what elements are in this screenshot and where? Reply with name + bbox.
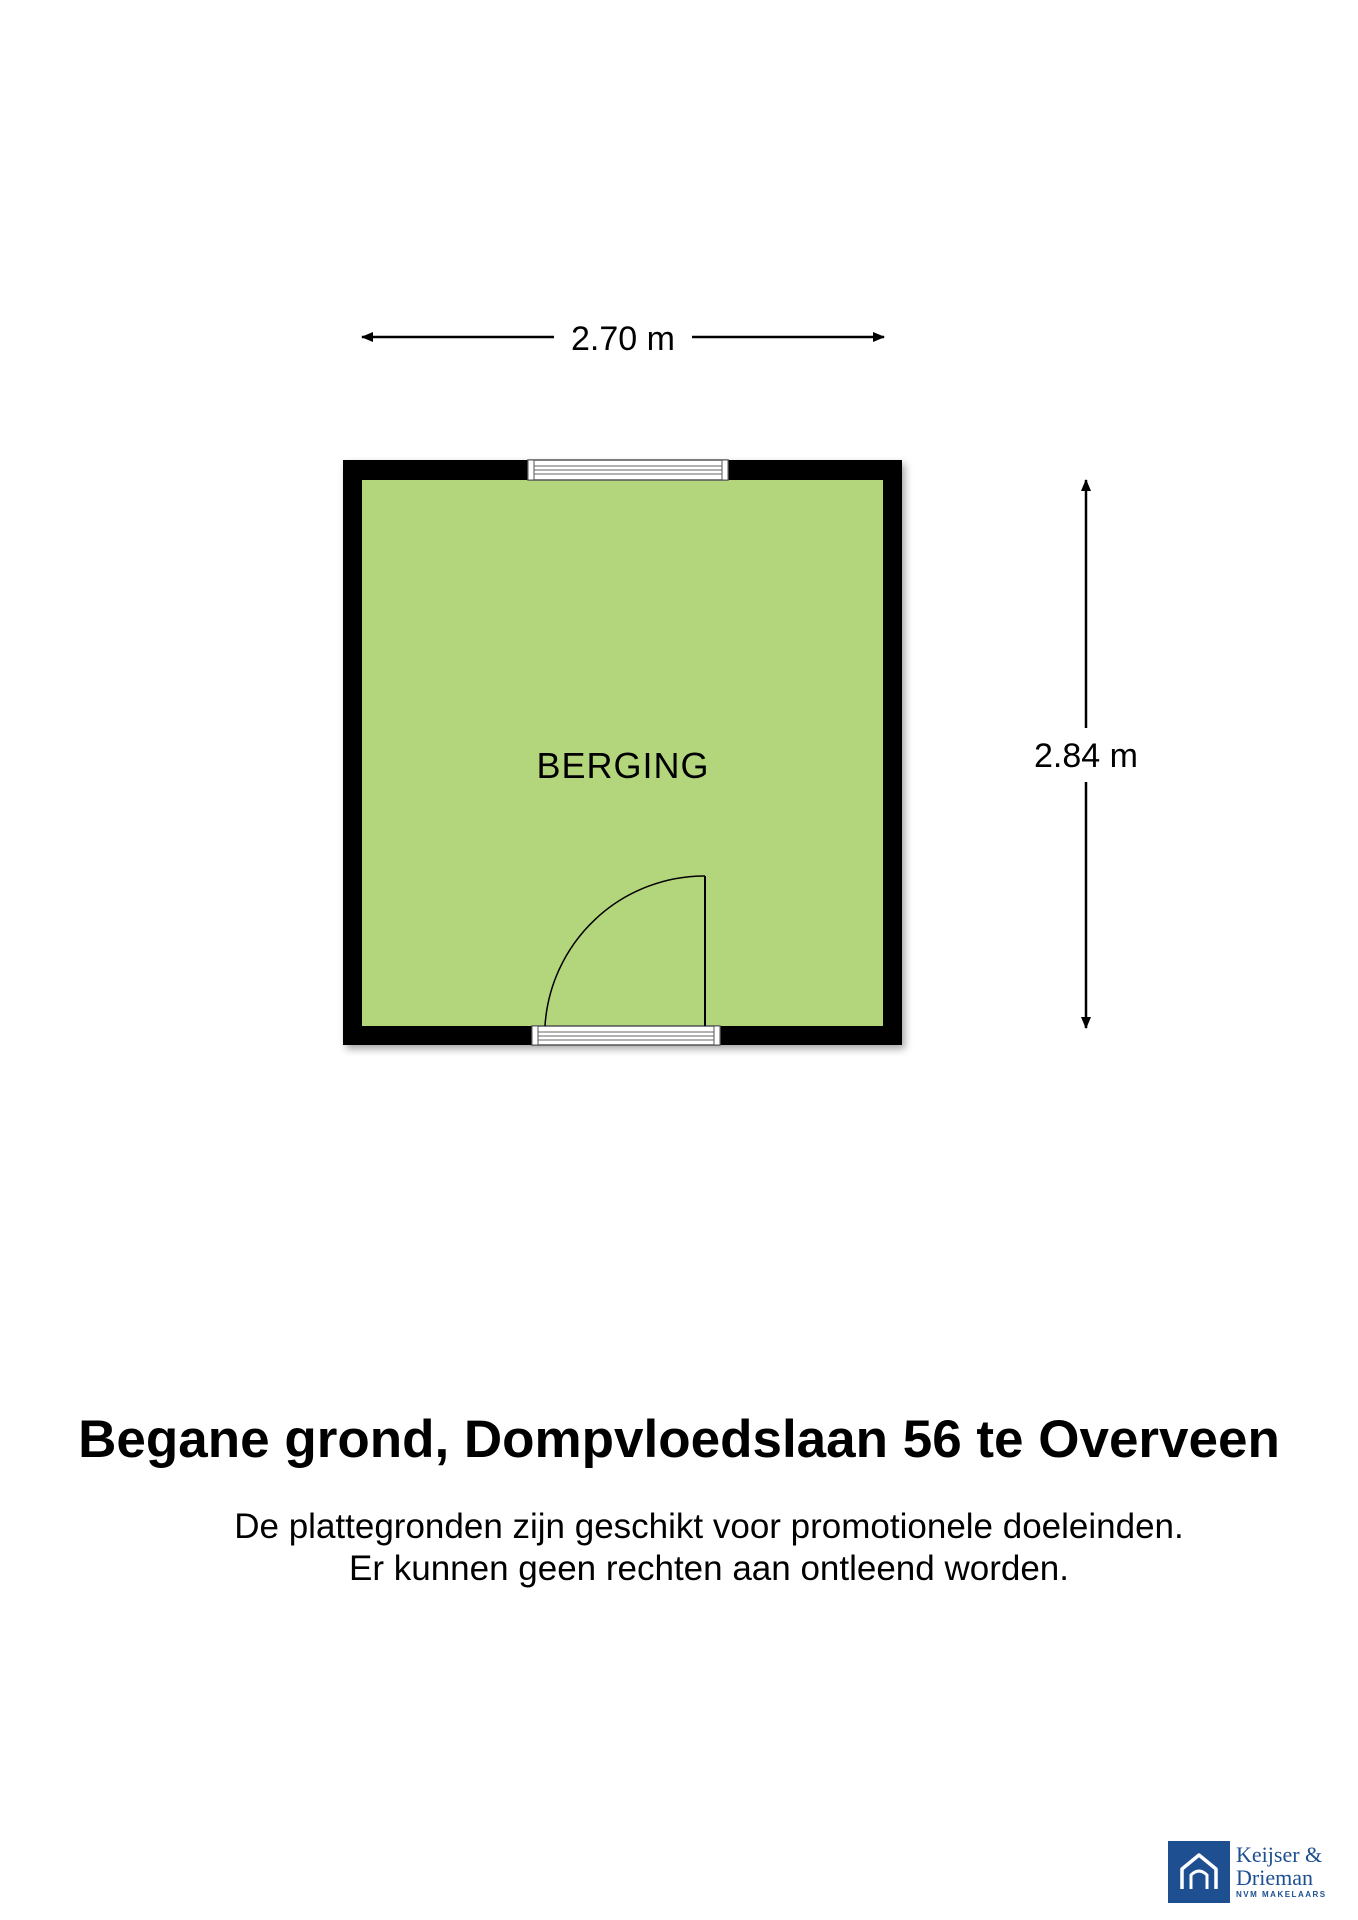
agency-tagline: NVM MAKELAARS [1236, 1890, 1327, 1899]
top-window [528, 460, 728, 480]
disclaimer [0, 1506, 1358, 1590]
disclaimer-line-1: De plattegronden zijn geschikt voor promotionele doeleinden. [234, 1507, 1184, 1546]
disclaimer-line-2: Er kunnen geen rechten aan ontleend worden. [349, 1549, 1069, 1588]
depth-dimension-label: 2.84 m [1034, 737, 1138, 775]
width-dimension [362, 320, 884, 358]
door-opening [532, 1026, 720, 1045]
depth-dimension [1034, 480, 1138, 1028]
agency-logo [1168, 1838, 1350, 1906]
house-logo-icon [1168, 1841, 1230, 1903]
agency-name-line-2: Drieman [1236, 1865, 1313, 1890]
agency-name-line-1: Keijser & [1236, 1842, 1323, 1867]
floorplan-title: Begane grond, Dompvloedslaan 56 te Overveen [78, 1410, 1280, 1469]
width-dimension-label: 2.70 m [571, 320, 675, 358]
room-name-label: BERGING [536, 745, 710, 786]
agency-logo-text [1236, 1843, 1327, 1901]
